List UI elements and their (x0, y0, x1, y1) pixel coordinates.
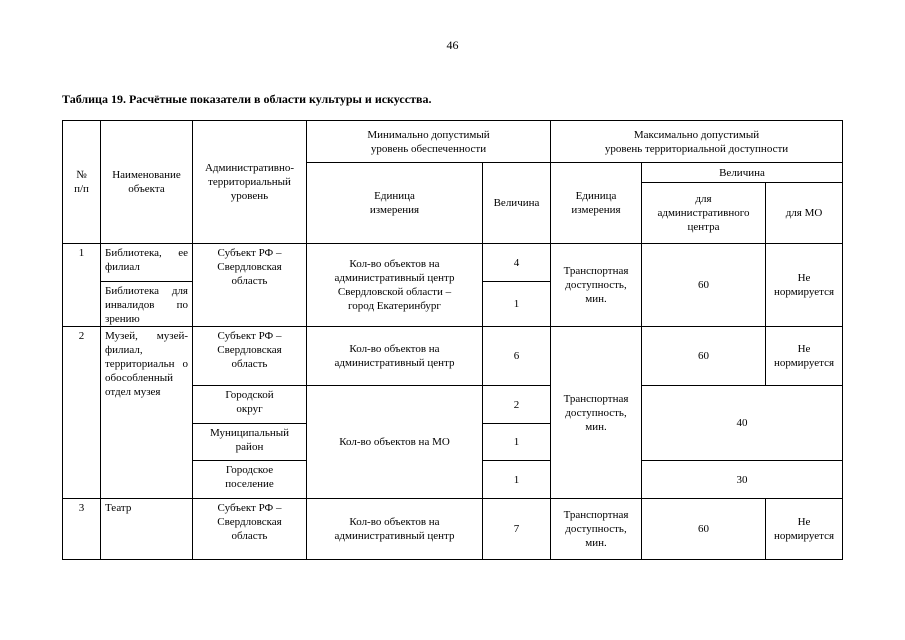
row2-unit-max: Транспортная доступность, мин. (551, 327, 642, 499)
row2-num: 2 (63, 327, 101, 499)
row2-unit-admin-center: Кол-во объектов на административный центр (307, 327, 483, 386)
row3-value: 7 (483, 499, 551, 560)
row2-name-museum: Музей, музей-филиал, территориальн о обособленный отдел музея (101, 327, 193, 499)
row2-level-municipal-district: Муниципальный район (193, 424, 307, 461)
row1-num: 1 (63, 244, 101, 327)
row3-num: 3 (63, 499, 101, 560)
header-unit-min: Единица измерения (307, 163, 483, 244)
row1-mo: Не нормируется (766, 244, 843, 327)
row2-level-city-district: Городской округ (193, 386, 307, 424)
header-name: Наименование объекта (101, 121, 193, 244)
page-number: 46 (446, 38, 459, 52)
row2-level-urban-settlement: Городское поселение (193, 461, 307, 499)
row3-admin-center: 60 (642, 499, 766, 560)
row2-level-subject: Субъект РФ – Свердловская область (193, 327, 307, 386)
culture-indicators-table (62, 120, 843, 560)
row1-name-library: Библиотека, ее филиал (101, 244, 193, 282)
row1-unit-max: Транспортная доступность, мин. (551, 244, 642, 327)
row2-max-value-30: 30 (642, 461, 843, 499)
header-admin-level: Административно- территориальный уровень (193, 121, 307, 244)
header-num: № п/п (63, 121, 101, 244)
row2-value-municipal-district: 1 (483, 424, 551, 461)
row2-value-urban-settlement: 1 (483, 461, 551, 499)
row1-level: Субъект РФ – Свердловская область (193, 244, 307, 327)
header-value-min: Величина (483, 163, 551, 244)
row3-unit: Кол-во объектов на административный центр (307, 499, 483, 560)
row3-level: Субъект РФ – Свердловская область (193, 499, 307, 560)
row2-unit-mo: Кол-во объектов на МО (307, 386, 483, 499)
row2-value-subject: 6 (483, 327, 551, 386)
row1-name-blind-library: Библиотека для инвалидов по зрению (101, 282, 193, 327)
header-unit-max: Единица измерения (551, 163, 642, 244)
row1-admin-center: 60 (642, 244, 766, 327)
header-max-group: Максимально допустимый уровень территориальной доступности (551, 121, 843, 163)
header-value-max: Величина (642, 163, 843, 183)
row2-mo: Не нормируется (766, 327, 843, 386)
row3-mo: Не нормируется (766, 499, 843, 560)
header-for-admin-center: для административного центра (642, 183, 766, 244)
row3-unit-max: Транспортная доступность, мин. (551, 499, 642, 560)
row2-value-city-district: 2 (483, 386, 551, 424)
row1-unit: Кол-во объектов на административный центр Свердловской области – город Екатеринбург (307, 244, 483, 327)
row3-name-theatre: Театр (101, 499, 193, 560)
header-min-group: Минимально допустимый уровень обеспеченности (307, 121, 551, 163)
row2-admin-center: 60 (642, 327, 766, 386)
row1-value-a: 4 (483, 244, 551, 282)
row1-value-b: 1 (483, 282, 551, 327)
table-caption: Таблица 19. Расчётные показатели в области культуры и искусства. (62, 92, 432, 106)
row2-max-value-40: 40 (642, 386, 843, 461)
header-for-mo: для МО (766, 183, 843, 244)
